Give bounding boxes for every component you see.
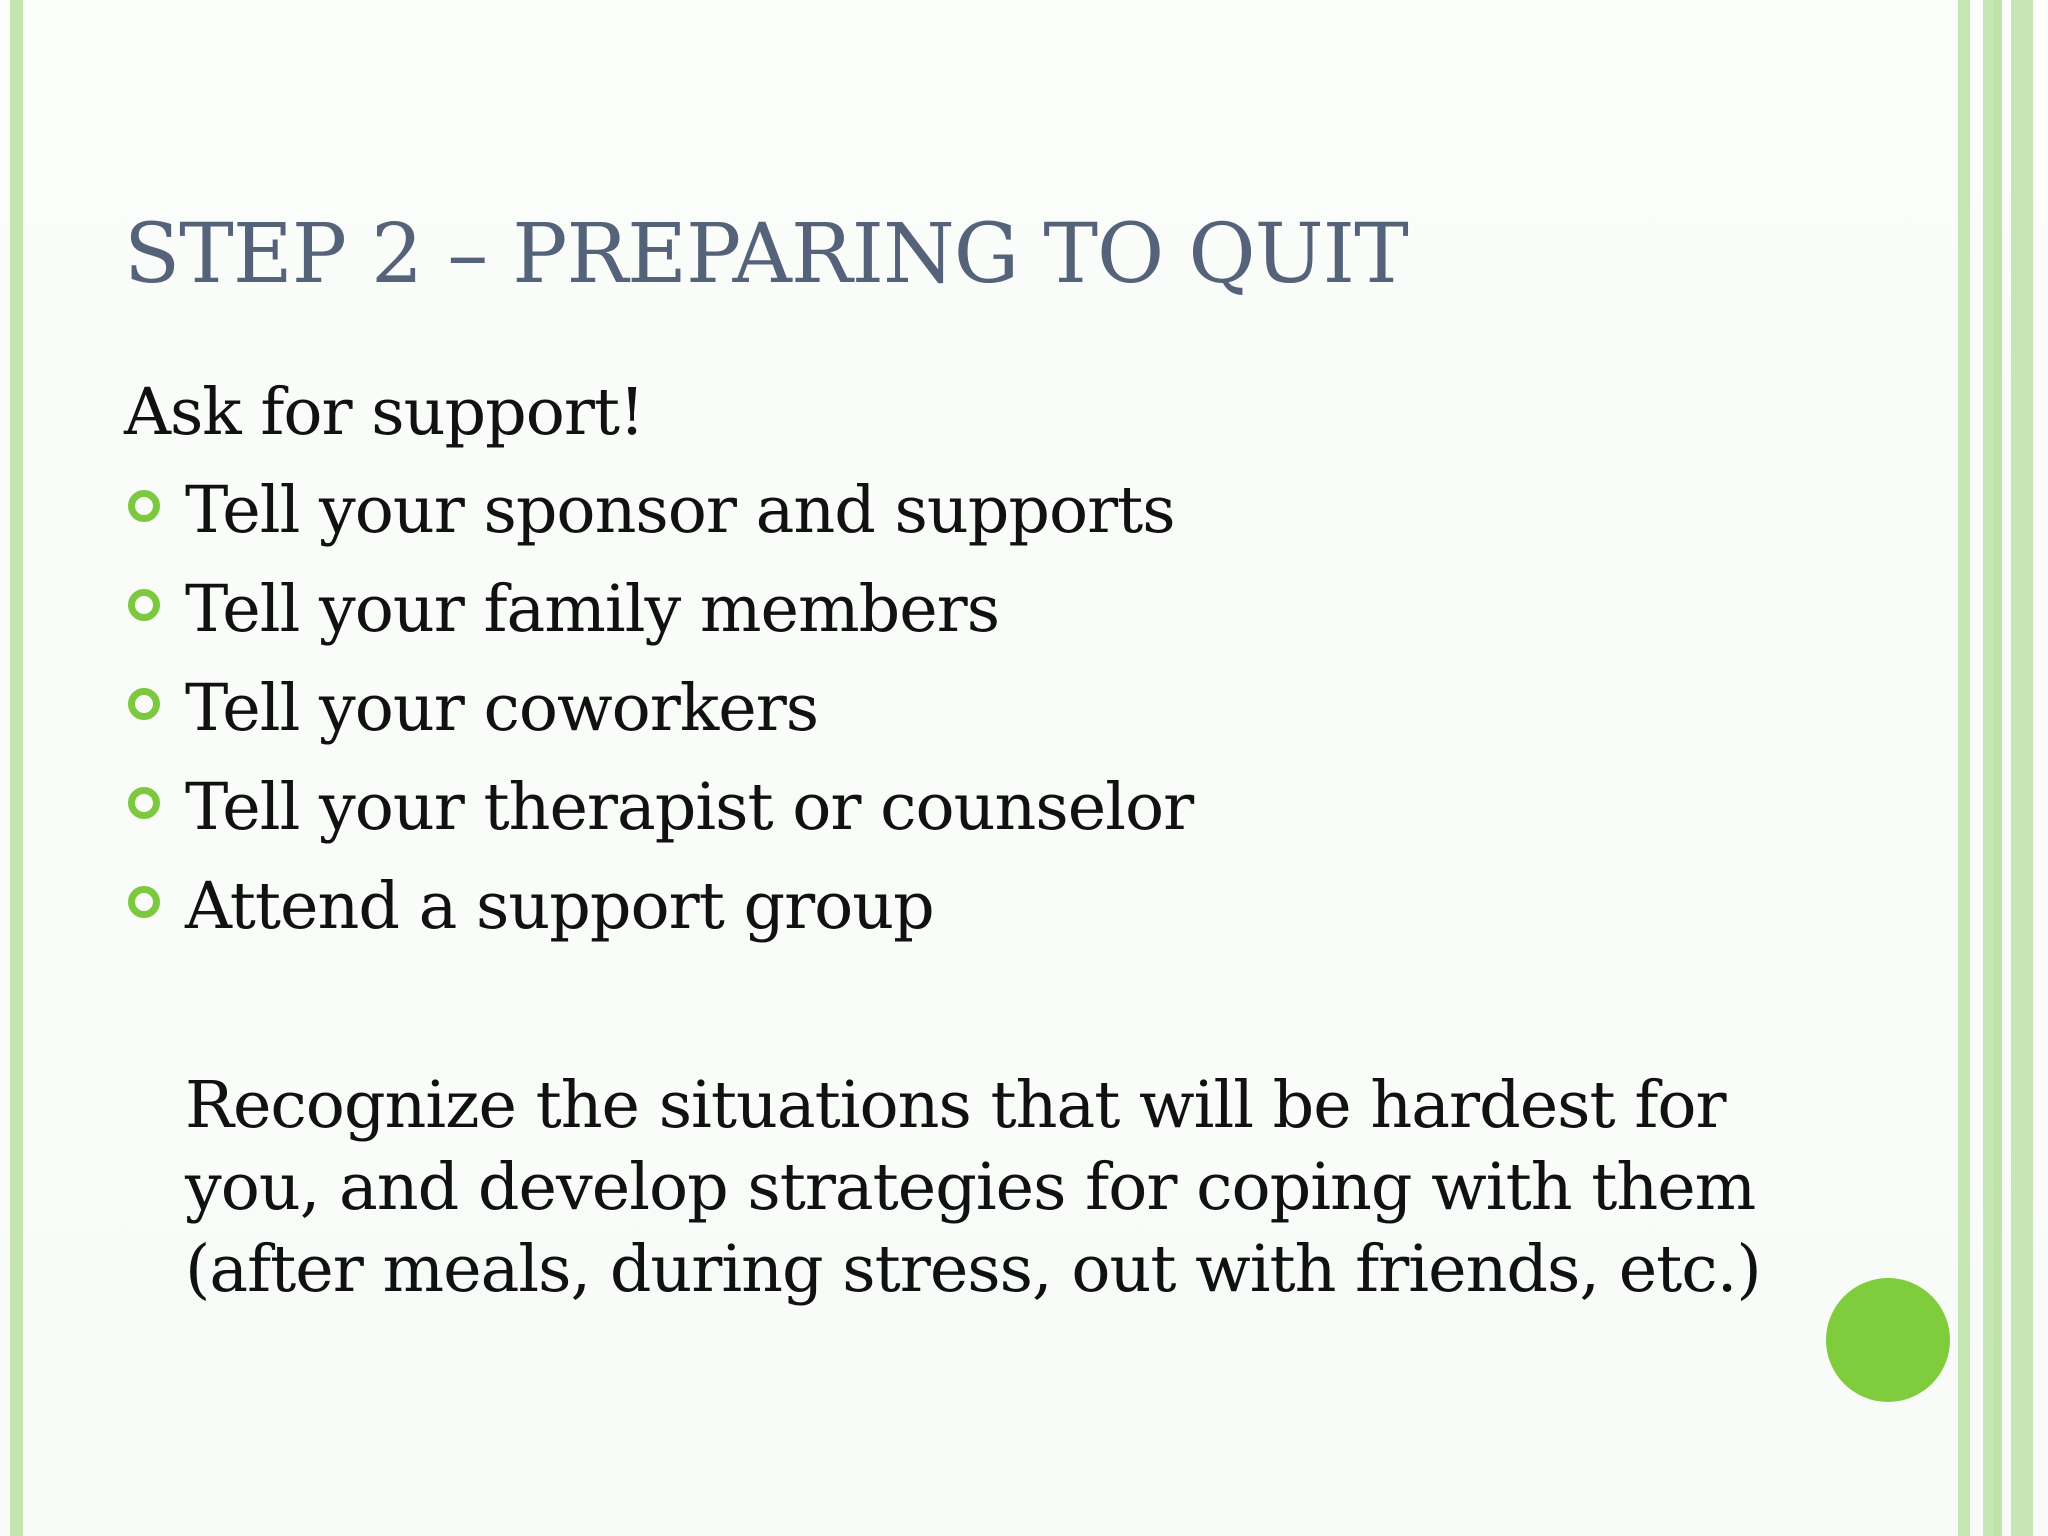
- right-stripe: [1993, 0, 2002, 1536]
- paragraph-line: you, and develop strategies for coping with them: [185, 1150, 1756, 1225]
- right-stripe: [1983, 0, 1993, 1536]
- ring-bullet-icon: [128, 490, 160, 522]
- right-stripe: [1958, 0, 1970, 1536]
- left-border-bar: [10, 0, 23, 1536]
- strategy-paragraph: [185, 1065, 1785, 1311]
- ring-bullet-icon: [128, 886, 160, 918]
- bullet-text: Tell your therapist or counselor: [185, 770, 1194, 845]
- bullet-text: Tell your coworkers: [185, 671, 819, 746]
- ring-bullet-icon: [128, 589, 160, 621]
- bullet-text: Attend a support group: [185, 869, 934, 944]
- right-stripe: [2011, 0, 2033, 1536]
- lead-text: Ask for support!: [124, 375, 645, 450]
- slide-title: STEP 2 – PREPARING TO QUIT: [124, 207, 1408, 302]
- paragraph-line: (after meals, during stress, out with friends, etc.): [185, 1232, 1761, 1307]
- paragraph-line: Recognize the situations that will be hardest for: [185, 1068, 1726, 1143]
- bullet-text: Tell your family members: [185, 572, 1000, 647]
- green-circle-decoration: [1826, 1278, 1950, 1402]
- ring-bullet-icon: [128, 787, 160, 819]
- ring-bullet-icon: [128, 688, 160, 720]
- bullet-text: Tell your sponsor and supports: [185, 473, 1175, 548]
